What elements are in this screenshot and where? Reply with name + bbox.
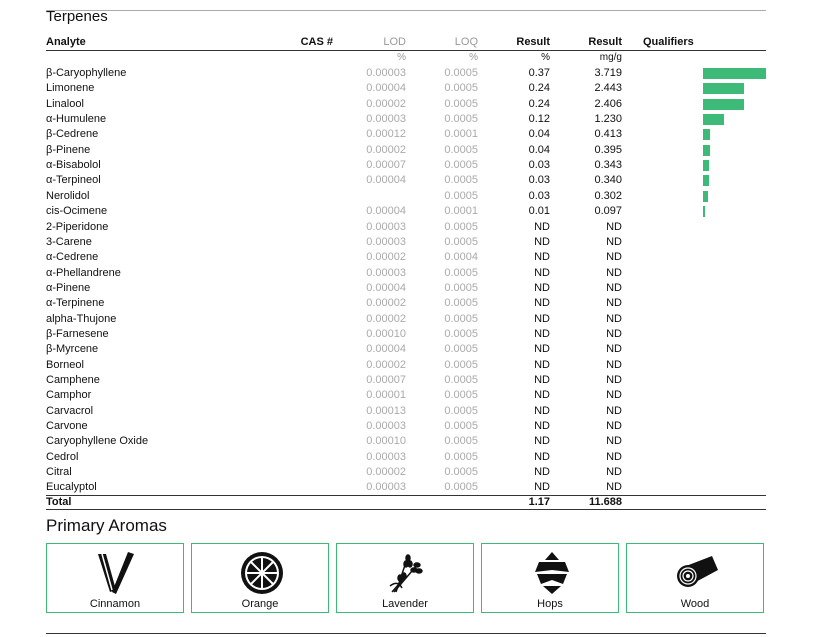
lod-value: 0.00004 [366,205,406,218]
table-row [0,296,816,311]
result-mg: 0.097 [594,205,622,218]
result-mg: ND [606,374,622,386]
lod-value: 0.00007 [366,374,406,386]
lod-value: 0.00002 [366,251,406,264]
aroma-label: Wood [680,598,710,610]
loq-value: 0.0005 [444,266,478,279]
table-row [0,373,816,388]
lod-value: 0.00003 [366,450,406,463]
analyte-name: Carvone [46,420,88,433]
lod-value: 0.00002 [366,466,406,479]
analyte-name: α-Humulene [46,113,107,126]
aroma-label: Cinnamon [89,598,141,610]
analyte-name: α-Terpineol [46,174,101,187]
lod-value: 0.00010 [366,327,406,340]
lod-value: 0.00007 [366,159,406,172]
analyte-name: Camphor [46,389,92,402]
loq-value: 0.0005 [444,389,478,402]
lod-value: 0.00003 [366,266,406,279]
header-qualifiers: Qualifiers [643,36,694,48]
table-row [0,404,816,419]
loq-value: 0.0005 [444,404,478,417]
result-mg: ND [606,266,622,279]
table-row [0,173,816,188]
result-pct: 0.37 [528,67,550,79]
lod-value: 0.00013 [366,404,406,417]
table-row [0,312,816,327]
header-analyte: Analyte [46,36,86,48]
aroma-label: Hops [537,598,563,610]
table-row [0,465,816,480]
table-row [0,450,816,465]
result-mg: 0.302 [594,189,622,202]
concentration-bar [703,129,710,140]
concentration-bar [703,175,709,186]
result-pct: ND [534,297,550,310]
total-mg: 11.688 [588,496,622,508]
result-mg: 0.343 [594,159,622,172]
result-pct: 0.03 [528,189,550,202]
result-mg: 3.719 [594,67,622,79]
result-pct: ND [534,404,550,417]
result-pct: ND [534,389,550,402]
cinnamon-icon [94,550,138,596]
concentration-bar [703,206,705,217]
table-row [0,112,816,127]
unit-mg: mg/g [599,52,622,63]
result-pct: ND [534,343,550,356]
unit-loq: % [469,52,478,63]
hops-icon [529,550,575,596]
analyte-name: Borneol [46,358,84,371]
header-divider [46,50,766,51]
header-result-mg: Result [588,36,622,48]
aroma-card-orange [191,543,329,613]
loq-value: 0.0005 [444,312,478,325]
lod-value: 0.00002 [366,297,406,310]
result-pct: 0.04 [528,128,550,141]
table-row [0,235,816,250]
total-label: Total [46,496,72,508]
concentration-bar [703,145,710,156]
analyte-name: cis-Ocimene [46,205,108,218]
result-pct: 0.24 [528,97,550,110]
loq-value: 0.0005 [444,159,478,172]
lod-value: 0.00002 [366,143,406,156]
aroma-card-cinnamon [46,543,184,613]
table-row [0,419,816,434]
result-pct: ND [534,235,550,248]
header-result-pct: Result [516,36,550,48]
result-pct: ND [534,251,550,264]
result-pct: 0.24 [528,82,550,95]
result-mg: 2.443 [594,82,622,95]
lavender-icon [384,550,430,596]
result-mg: ND [606,389,622,402]
lod-value: 0.00001 [366,389,406,402]
result-pct: 0.12 [528,113,550,126]
result-mg: 2.406 [594,97,622,110]
loq-value: 0.0005 [444,358,478,371]
lod-value: 0.00004 [366,343,406,356]
table-row [0,358,816,373]
loq-value: 0.0001 [444,205,478,218]
lod-value: 0.00003 [366,113,406,126]
loq-value: 0.0005 [444,374,478,386]
lod-value: 0.00002 [366,97,406,110]
table-row [0,434,816,449]
table-row [0,220,816,235]
analyte-name: β-Caryophyllene [46,67,127,79]
header-cas: CAS # [300,36,333,48]
result-pct: ND [534,374,550,386]
concentration-bar [703,160,709,171]
analyte-name: Linalool [46,97,84,110]
bottom-rule [46,633,766,634]
result-mg: ND [606,281,622,294]
concentration-bar [703,99,744,110]
header-lod: LOD [383,36,406,48]
table-row [0,250,816,265]
analyte-name: β-Myrcene [46,343,99,356]
analyte-name: β-Cedrene [46,128,99,141]
result-mg: ND [606,404,622,417]
analyte-name: 3-Carene [46,235,92,248]
table-row [0,66,816,81]
loq-value: 0.0005 [444,97,478,110]
total-bottom-rule [46,509,766,510]
result-mg: ND [606,435,622,448]
result-pct: ND [534,266,550,279]
loq-value: 0.0005 [444,67,478,79]
loq-value: 0.0005 [444,235,478,248]
top-rule [46,10,766,11]
header-loq: LOQ [454,36,478,48]
lod-value: 0.00010 [366,435,406,448]
result-pct: ND [534,358,550,371]
result-mg: ND [606,343,622,356]
result-pct: 0.03 [528,159,550,172]
analyte-name: β-Pinene [46,143,91,156]
loq-value: 0.0005 [444,420,478,433]
table-row [0,127,816,142]
analyte-name: 2-Piperidone [46,220,109,233]
concentration-bar [703,68,766,79]
result-pct: 0.04 [528,143,550,156]
result-mg: 0.413 [594,128,622,141]
aroma-label: Lavender [382,598,428,610]
table-row [0,143,816,158]
table-row [0,189,816,204]
aroma-label: Orange [241,598,279,610]
result-pct: ND [534,420,550,433]
lod-value: 0.00002 [366,312,406,325]
loq-value: 0.0005 [444,466,478,479]
analyte-name: Nerolidol [46,189,90,202]
lod-value: 0.00004 [366,82,406,95]
loq-value: 0.0005 [444,82,478,95]
loq-value: 0.0005 [444,143,478,156]
loq-value: 0.0001 [444,128,478,141]
result-mg: ND [606,251,622,264]
concentration-bar [703,191,708,202]
concentration-bar [703,83,744,94]
result-mg: 1.230 [594,113,622,126]
aromas-title: Primary Aromas [46,516,167,535]
result-mg: ND [606,297,622,310]
result-pct: ND [534,466,550,479]
loq-value: 0.0005 [444,450,478,463]
result-pct: 0.03 [528,174,550,187]
result-mg: 0.340 [594,174,622,187]
result-pct: ND [534,435,550,448]
analyte-name: β-Farnesene [46,327,109,340]
result-pct: 0.01 [528,205,550,218]
loq-value: 0.0005 [444,327,478,340]
unit-lod: % [397,52,406,63]
loq-value: 0.0005 [444,343,478,356]
loq-value: 0.0005 [444,281,478,294]
table-row [0,97,816,112]
analyte-name: Limonene [46,82,95,95]
lod-value: 0.00002 [366,358,406,371]
analyte-name: Carvacrol [46,404,94,417]
result-pct: ND [534,281,550,294]
lod-value: 0.00003 [366,220,406,233]
analyte-name: α-Bisabolol [46,159,101,172]
loq-value: 0.0005 [444,189,478,202]
unit-pct: % [541,52,550,63]
lod-value: 0.00004 [366,281,406,294]
concentration-bar [703,114,724,125]
table-row [0,158,816,173]
loq-value: 0.0005 [444,113,478,126]
result-mg: 0.395 [594,143,622,156]
loq-value: 0.0005 [444,174,478,187]
analyte-name: Caryophyllene Oxide [46,435,149,448]
table-row [0,327,816,342]
analyte-name: Camphene [46,374,100,386]
result-pct: ND [534,481,550,494]
analyte-name: α-Terpinene [46,297,105,310]
table-row [0,281,816,296]
result-mg: ND [606,481,622,494]
analyte-name: Cedrol [46,450,79,463]
result-mg: ND [606,220,622,233]
result-mg: ND [606,312,622,325]
result-pct: ND [534,220,550,233]
wood-icon [674,550,720,596]
result-mg: ND [606,466,622,479]
result-mg: ND [606,235,622,248]
lod-value: 0.00003 [366,235,406,248]
analyte-name: α-Phellandrene [46,266,121,279]
lod-value: 0.00003 [366,420,406,433]
analyte-name: α-Cedrene [46,251,99,264]
lod-value: 0.00004 [366,174,406,187]
result-mg: ND [606,327,622,340]
result-pct: ND [534,312,550,325]
lod-value: 0.00003 [366,481,406,494]
result-pct: ND [534,450,550,463]
terpenes-title: Terpenes [46,8,108,25]
analyte-name: Eucalyptol [46,481,97,494]
total-divider [46,495,766,496]
table-row [0,388,816,403]
result-mg: ND [606,450,622,463]
loq-value: 0.0005 [444,435,478,448]
result-pct: ND [534,327,550,340]
loq-value: 0.0005 [444,297,478,310]
analyte-name: α-Pinene [46,281,91,294]
lod-value: 0.00012 [366,128,406,141]
orange-icon [239,550,285,596]
table-row [0,81,816,96]
table-row [0,266,816,281]
aroma-card-wood [626,543,764,613]
analyte-name: Citral [46,466,72,479]
lod-value: 0.00003 [366,67,406,79]
table-row [0,342,816,357]
aroma-card-lavender [336,543,474,613]
loq-value: 0.0005 [444,220,478,233]
result-mg: ND [606,420,622,433]
table-row [0,480,816,495]
result-mg: ND [606,358,622,371]
loq-value: 0.0005 [444,481,478,494]
analyte-name: alpha-Thujone [46,312,117,325]
aroma-card-hops [481,543,619,613]
total-pct: 1.17 [528,496,550,508]
loq-value: 0.0004 [444,251,478,264]
table-row [0,204,816,219]
